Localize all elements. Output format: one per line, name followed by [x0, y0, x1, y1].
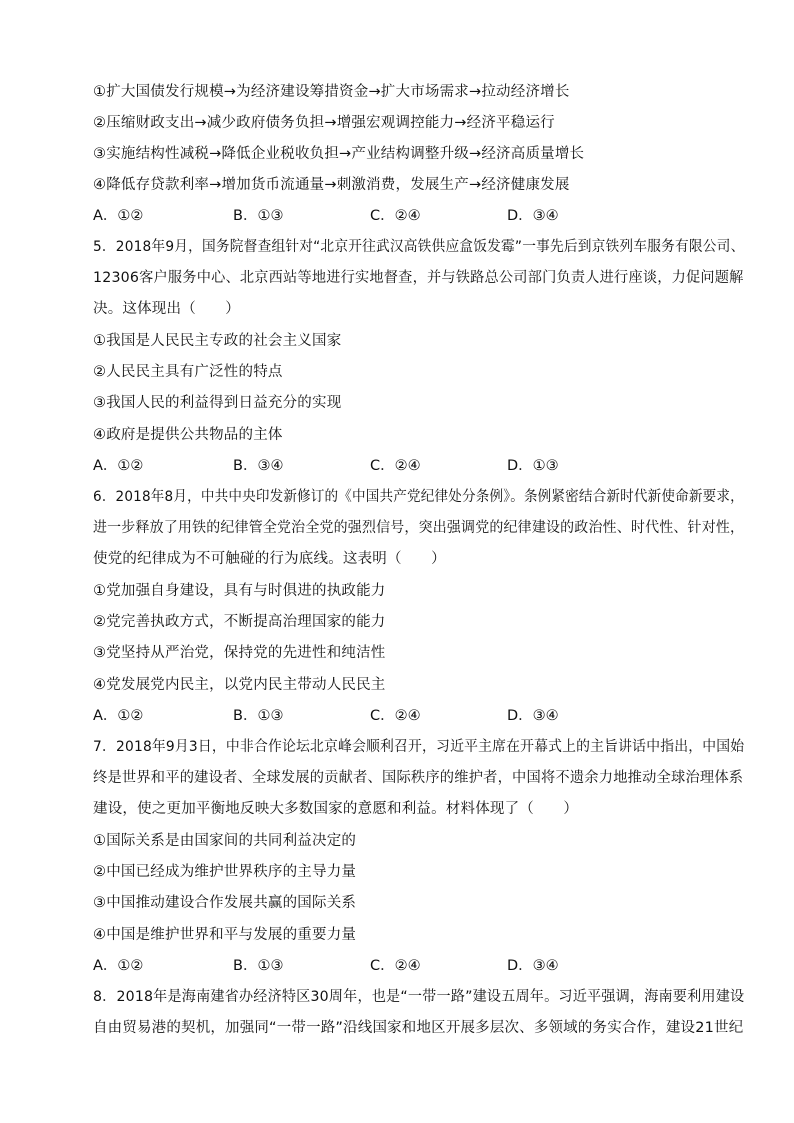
q6-choice-d: D．③④: [507, 708, 559, 724]
q5-choice-d: D．①③: [507, 458, 559, 474]
q5-choice-a: A．①②: [93, 458, 144, 474]
q6-option-1: ①党加强自身建设，具有与时俱进的执政能力: [93, 583, 386, 599]
q5-stem-line-1: 5．2018年9月，国务院督查组针对“北京开往武汉高铁供应盒饭发霉”一事先后到京铁列车服务有限公司、: [93, 239, 745, 255]
q4-choice-d: D．③④: [507, 208, 559, 224]
q7-option-2: ②中国已经成为维护世界秩序的主导力量: [93, 864, 357, 880]
q7-stem-line-2: 终是世界和平的建设者、全球发展的贡献者、国际秩序的维护者，中国将不遗余力地推动全球治理体系: [93, 770, 744, 786]
q5-option-3: ③我国人民的利益得到日益充分的实现: [93, 395, 342, 411]
q7-choice-b: B．①③: [233, 958, 284, 974]
q6-option-4: ④党发展党内民主，以党内民主带动人民民主: [93, 677, 386, 693]
q5-option-1: ①我国是人民民主专政的社会主义国家: [93, 333, 342, 349]
q7-option-4: ④中国是维护世界和平与发展的重要力量: [93, 927, 357, 943]
q4-option-3: ③实施结构性减税→降低企业税收负担→产业结构调整升级→经济高质量增长: [93, 146, 585, 162]
q4-option-1: ①扩大国债发行规模→为经济建设筹措资金→扩大市场需求→拉动经济增长: [93, 84, 570, 100]
q4-option-4: ④降低存贷款利率→增加货币流通量→刺激消费，发展生产→经济健康发展: [93, 177, 570, 193]
q4-choice-a: A．①②: [93, 208, 144, 224]
q6-option-2: ②党完善执政方式，不断提高治理国家的能力: [93, 614, 386, 630]
q7-stem-line-3: 建设，使之更加平衡地反映大多数国家的意愿和利益。材料体现了（ ）: [93, 801, 579, 817]
q7-choice-c: C．②④: [370, 958, 421, 974]
q5-choice-c: C．②④: [370, 458, 421, 474]
q7-stem-line-1: 7．2018年9月3日，中非合作论坛北京峰会顺利召开，习近平主席在开幕式上的主旨讲话中指出，中国始: [93, 739, 745, 755]
q6-stem-line-1: 6．2018年8月，中共中央印发新修订的《中国共产党纪律处分条例》。条例紧密结合新时代新使命新要求，: [93, 489, 744, 505]
q6-choice-c: C．②④: [370, 708, 421, 724]
q5-option-4: ④政府是提供公共物品的主体: [93, 427, 283, 443]
q8-stem-line-1: 8．2018年是海南建省办经济特区30周年，也是“一带一路”建设五周年。习近平强调，海南要利用建设: [93, 989, 745, 1005]
q5-choice-b: B．③④: [233, 458, 284, 474]
q6-stem-line-2: 进一步释放了用铁的纪律管全党治全党的强烈信号，突出强调党的纪律建设的政治性、时代性、针对性，: [93, 520, 745, 536]
q6-choice-b: B．①③: [233, 708, 284, 724]
q6-stem-line-3: 使党的纪律成为不可触碰的行为底线。这表明（ ）: [93, 551, 446, 567]
q4-choice-c: C．②④: [370, 208, 421, 224]
q5-stem-line-3: 决。这体现出（ ）: [93, 301, 240, 317]
q6-choice-a: A．①②: [93, 708, 144, 724]
q4-option-2: ②压缩财政支出→减少政府债务负担→增强宏观调控能力→经济平稳运行: [93, 115, 555, 131]
q8-stem-line-2: 自由贸易港的契机，加强同“一带一路”沿线国家和地区开展多层次、多领域的务实合作，建设21世纪: [93, 1020, 744, 1036]
q5-stem-line-2: 12306客户服务中心、北京西站等地进行实地督查，并与铁路总公司部门负责人进行座谈，力促问题解: [93, 270, 744, 286]
q6-option-3: ③党坚持从严治党，保持党的先进性和纯洁性: [93, 645, 386, 661]
q7-choice-d: D．③④: [507, 958, 559, 974]
q7-choice-a: A．①②: [93, 958, 144, 974]
q4-choice-b: B．①③: [233, 208, 284, 224]
q7-option-1: ①国际关系是由国家间的共同利益决定的: [93, 833, 357, 849]
q5-option-2: ②人民民主具有广泛性的特点: [93, 364, 283, 380]
q7-option-3: ③中国推动建设合作发展共赢的国际关系: [93, 895, 357, 911]
